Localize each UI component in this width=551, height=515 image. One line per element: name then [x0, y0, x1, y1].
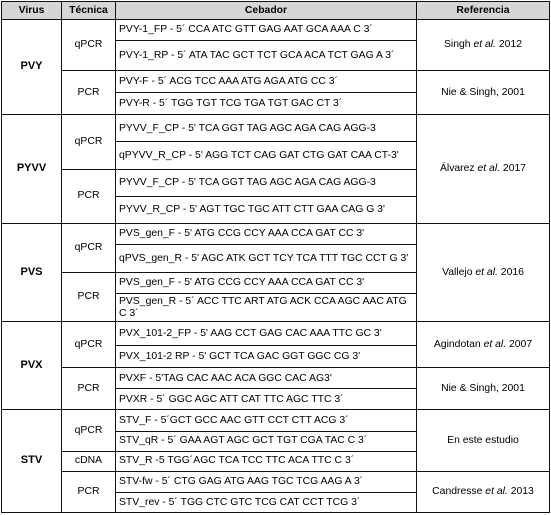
primer-cell: PYVV_F_CP - 5' TCA GGT TAG AGC AGA CAG AGG-3: [116, 115, 417, 142]
table-row: [2, 115, 550, 142]
technique-cell: qPCR: [62, 20, 116, 71]
primer-cell: STV_R -5 TGG´AGC TCA TCC TTC ACA TTC C 3´: [116, 451, 417, 471]
reference-cell: Nie & Singh, 2001: [417, 71, 550, 115]
technique-cell: PCR: [62, 71, 116, 115]
primer-cell: qPYVV_R_CP - 5' AGG TCT CAG GAT CTG GAT CAA CT-3': [116, 142, 417, 169]
virus-cell: PVX: [2, 322, 62, 410]
primer-cell: PVX_101-2 RP - 5' GCT TCA GAC GGT GGC CG 3': [116, 346, 417, 368]
table-row: [2, 322, 550, 346]
primer-table: [1, 1, 550, 513]
header-cebador: Cebador: [116, 2, 417, 20]
virus-cell: PYVV: [2, 115, 62, 223]
technique-cell: PCR: [62, 471, 116, 512]
reference-cell: Nie & Singh, 2001: [417, 368, 550, 410]
primer-cell: PVY-F - 5´ ACG TCC AAA ATG AGA ATG CC 3´: [116, 71, 417, 93]
technique-cell: PCR: [62, 368, 116, 410]
technique-cell: qPCR: [62, 223, 116, 272]
table-row: [2, 20, 550, 41]
table-row: [2, 471, 550, 492]
primer-cell: STV_F - 5´GCT GCC AAC GTT CCT CTT ACG 3´: [116, 410, 417, 431]
technique-cell: cDNA: [62, 451, 116, 471]
primer-cell: qPVS_gen_R - 5' AGC ATK GCT TCY TCA TTT TGC CCT G 3': [116, 244, 417, 272]
reference-cell: Vallejo et al. 2016: [417, 223, 550, 321]
header-referencia: Referencia: [417, 2, 550, 20]
reference-cell: Candresse et al. 2013: [417, 471, 550, 512]
virus-cell: STV: [2, 410, 62, 513]
table-row: [2, 410, 550, 431]
primer-cell: PVS_gen_F - 5' ATG CCG CCY AAA CCA GAT CC 3': [116, 223, 417, 244]
primer-cell: PVXR - 5´ GGC AGC ATT CAT TTC AGC TTC 3´: [116, 389, 417, 410]
technique-cell: PCR: [62, 169, 116, 223]
reference-cell: En este estudio: [417, 410, 550, 471]
primer-cell: PYVV_F_CP - 5' TCA GGT TAG AGC AGA CAG AGG-3: [116, 169, 417, 196]
primer-cell: PVY-1_FP - 5´ CCA ATC GTT GAG AAT GCA AAA C 3´: [116, 20, 417, 41]
header-row: [2, 2, 550, 20]
primer-cell: PVS_gen_F - 5' ATG CCG CCY AAA CCA GAT CC 3': [116, 272, 417, 293]
primer-cell: PVX_101-2_FP - 5' AAG CCT GAG CAC AAA TTC GC 3': [116, 322, 417, 346]
primer-cell: PVY-1_RP - 5´ ATA TAC GCT TCT GCA ACA TCT GAG A 3´: [116, 41, 417, 71]
technique-cell: qPCR: [62, 410, 116, 451]
reference-cell: Agindotan et al. 2007: [417, 322, 550, 368]
technique-cell: qPCR: [62, 115, 116, 169]
table-row: [2, 71, 550, 93]
primer-cell: STV-fw - 5´ CTG GAG ATG AAG TGC TCG AAG A 3´: [116, 471, 417, 492]
primer-cell: PVS_gen_R - 5´ ACC TTC ART ATG ACK CCA AGC AAC ATG C 3´: [116, 294, 417, 322]
primer-cell: PYVV_R_CP - 5' AGT TGC TGC ATT CTT GAA CAG G 3': [116, 196, 417, 223]
reference-cell: Álvarez et al. 2017: [417, 115, 550, 223]
virus-cell: PVS: [2, 223, 62, 321]
primer-cell: PVXF - 5'TAG CAC AAC ACA GGC CAC AG3': [116, 368, 417, 389]
reference-cell: Singh et al. 2012: [417, 20, 550, 71]
header-virus: Virus: [2, 2, 62, 20]
table-row: [2, 368, 550, 389]
primer-cell: STV_rev - 5´ TGG CTC GTC TCG CAT CCT TCG 3´: [116, 492, 417, 512]
table-row: [2, 223, 550, 244]
header-tecnica: Técnica: [62, 2, 116, 20]
primer-cell: STV_qR - 5´ GAA AGT AGC GCT TGT CGA TAC C 3´: [116, 431, 417, 451]
technique-cell: qPCR: [62, 322, 116, 368]
primer-cell: PVY-R - 5´ TGG TGT TCG TGA TGT GAC CT 3´: [116, 93, 417, 115]
technique-cell: PCR: [62, 272, 116, 321]
virus-cell: PVY: [2, 20, 62, 115]
